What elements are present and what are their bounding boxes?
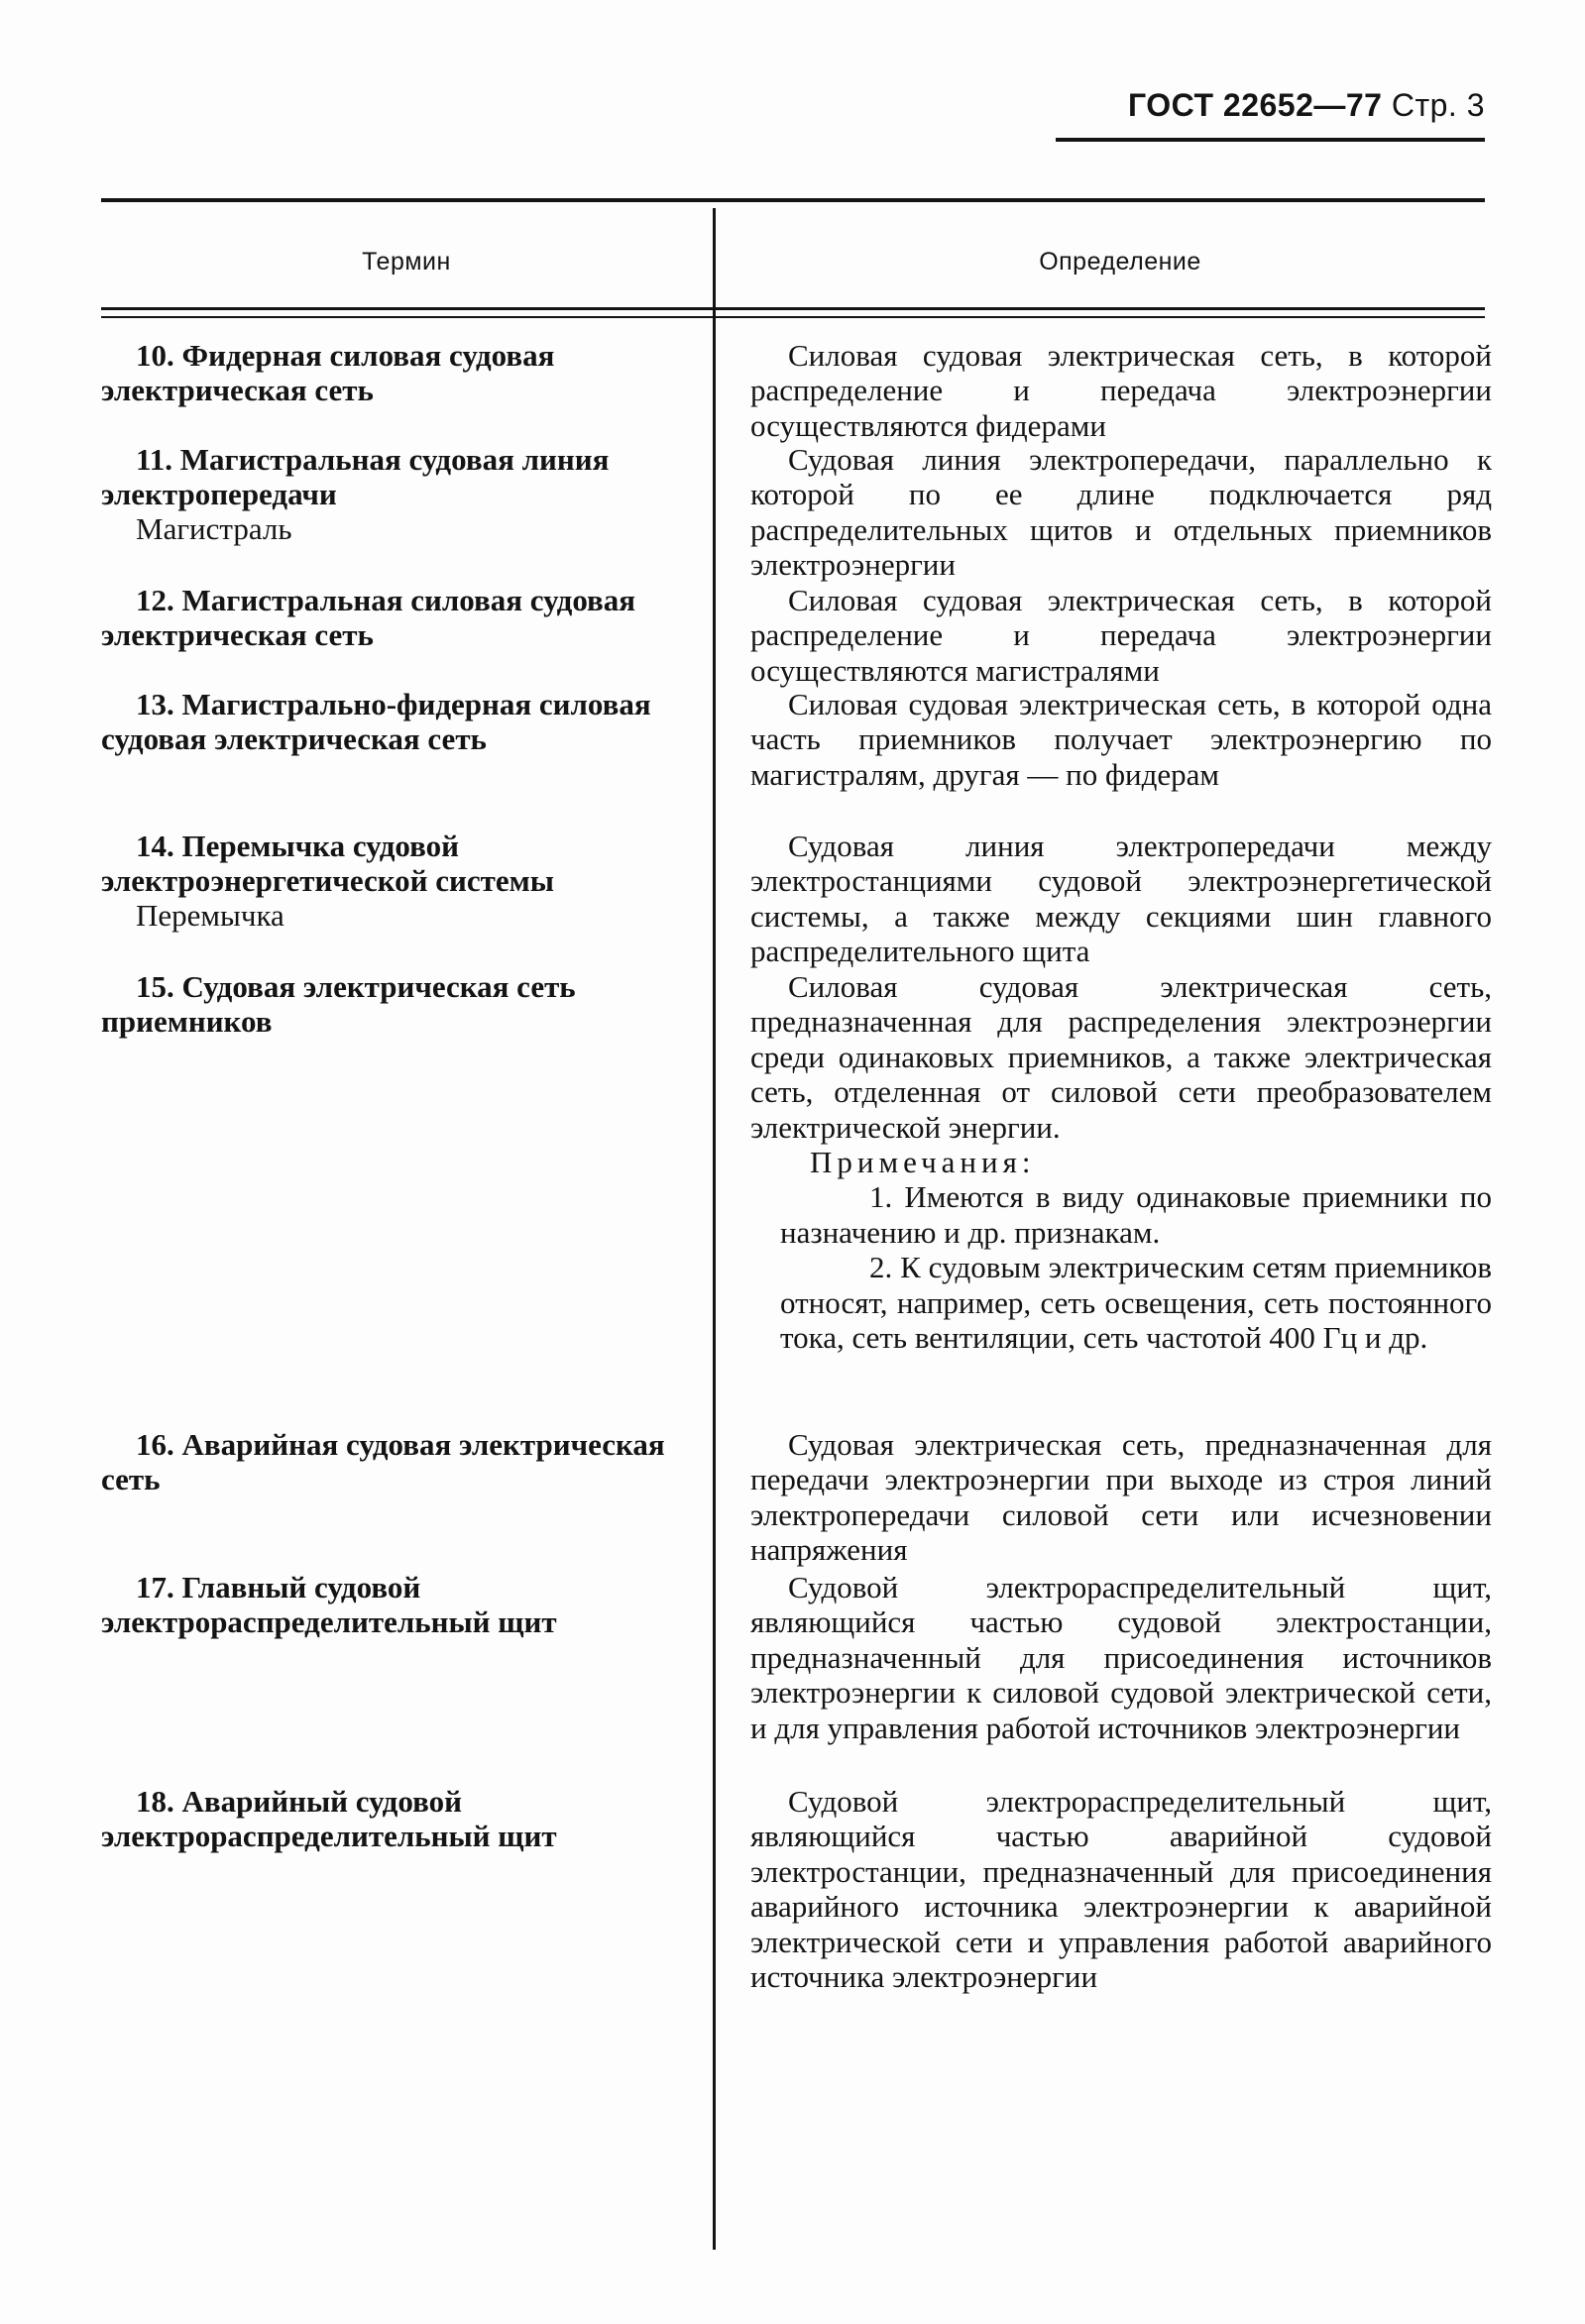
term-title: 10. Фидерная силовая судовая электрическая сеть (101, 338, 555, 407)
term-title: 17. Главный судовой электрораспределительный щит (101, 1570, 557, 1639)
term-entry-12 (101, 583, 681, 652)
definition-text: Силовая судовая электрическая сеть, в которой одна часть приемников получает электроэнергию по магистралям, другая — по фидерам (750, 687, 1492, 792)
column-header-term: Термин (362, 248, 451, 276)
note-item: 2. К судовым электрическим сетям приемников относят, например, сеть освещения, сеть постоянного тока, сеть вентиляции, сеть частотой 400 Гц и др. (780, 1250, 1492, 1356)
header-bottom-rule-2 (101, 316, 1485, 318)
definition-text: Силовая судовая электрическая сеть, в которой распределение и передача электроэнергии осуществляются фидерами (750, 338, 1492, 443)
term-entry-11 (101, 442, 681, 546)
definition-10 (750, 338, 1492, 443)
term-entry-15 (101, 969, 681, 1039)
term-entry-18 (101, 1784, 681, 1853)
definition-text: Судовая линия электропередачи, параллельно к которой по ее длине подключается ряд распределительных щитов и отдельных приемников электроэнергии (750, 442, 1492, 583)
definition-text: Силовая судовая электрическая сеть, предназначенная для распределения электроэнергии среди одинаковых приемников, а также электрическая сеть, отделенная от силовой сети преобразователем электрической энергии. (750, 969, 1492, 1145)
standard-number: ГОСТ 22652—77 (1128, 87, 1383, 123)
term-entry-17 (101, 1570, 681, 1639)
definition-13 (750, 687, 1492, 792)
definition-11 (750, 442, 1492, 583)
column-divider (713, 208, 716, 2250)
header-rule (1056, 138, 1485, 142)
term-entry-13 (101, 687, 681, 756)
term-short-form: Перемычка (136, 898, 284, 933)
definition-16 (750, 1427, 1492, 1568)
definition-text: Судовой электрораспределительный щит, являющийся частью аварийной судовой электростанции, предназначенный для присоединения аварийного источника электроэнергии к аварийной электрической сети и управления работой аварийного источника электроэнергии (750, 1784, 1492, 1995)
term-short-form: Магистраль (136, 511, 292, 546)
term-title: 15. Судовая электрическая сеть приемников (101, 969, 576, 1039)
term-title: 14. Перемычка судовой электроэнергетической системы (101, 829, 554, 898)
definition-15 (750, 969, 1492, 1355)
definition-18 (750, 1784, 1492, 1994)
column-header-definition: Определение (1039, 248, 1201, 276)
term-title: 18. Аварийный судовой электрораспределительный щит (101, 1784, 557, 1853)
term-entry-10 (101, 338, 681, 407)
definition-14 (750, 829, 1492, 969)
definition-text: Судовая электрическая сеть, предназначенная для передачи электроэнергии при выходе из строя линий электропередачи силовой сети или исчезновении напряжения (750, 1427, 1492, 1568)
term-title: 16. Аварийная судовая электрическая сеть (101, 1427, 665, 1496)
definition-text: Силовая судовая электрическая сеть, в которой распределение и передача электроэнергии осуществляются магистралями (750, 583, 1492, 688)
definition-text: Судовая линия электропередачи между электростанциями судовой электроэнергетической системы, а также между секциями шин главного распределительного щита (750, 829, 1492, 969)
term-title: 13. Магистрально-фидерная силовая судовая электрическая сеть (101, 687, 651, 756)
definition-12 (750, 583, 1492, 688)
header-bottom-rule-1 (101, 307, 1485, 310)
notes-label: Примечания: (810, 1145, 1036, 1180)
table-top-rule (101, 198, 1485, 202)
note-item: 1. Имеются в виду одинаковые приемники по назначению и др. признакам. (780, 1179, 1492, 1250)
term-entry-16 (101, 1427, 681, 1496)
page-number: Стр. 3 (1391, 87, 1485, 123)
term-title: 12. Магистральная силовая судовая электрическая сеть (101, 583, 636, 652)
term-title: 11. Магистральная судовая линия электропередачи (101, 442, 610, 511)
term-entry-14 (101, 829, 681, 933)
definition-text: Судовой электрораспределительный щит, являющийся частью судовой электростанции, предназначенный для присоединения источников электроэнергии к силовой судовой электрической сети, и для управления работой источников электроэнергии (750, 1570, 1492, 1745)
page-header (991, 87, 1485, 124)
definition-17 (750, 1570, 1492, 1745)
